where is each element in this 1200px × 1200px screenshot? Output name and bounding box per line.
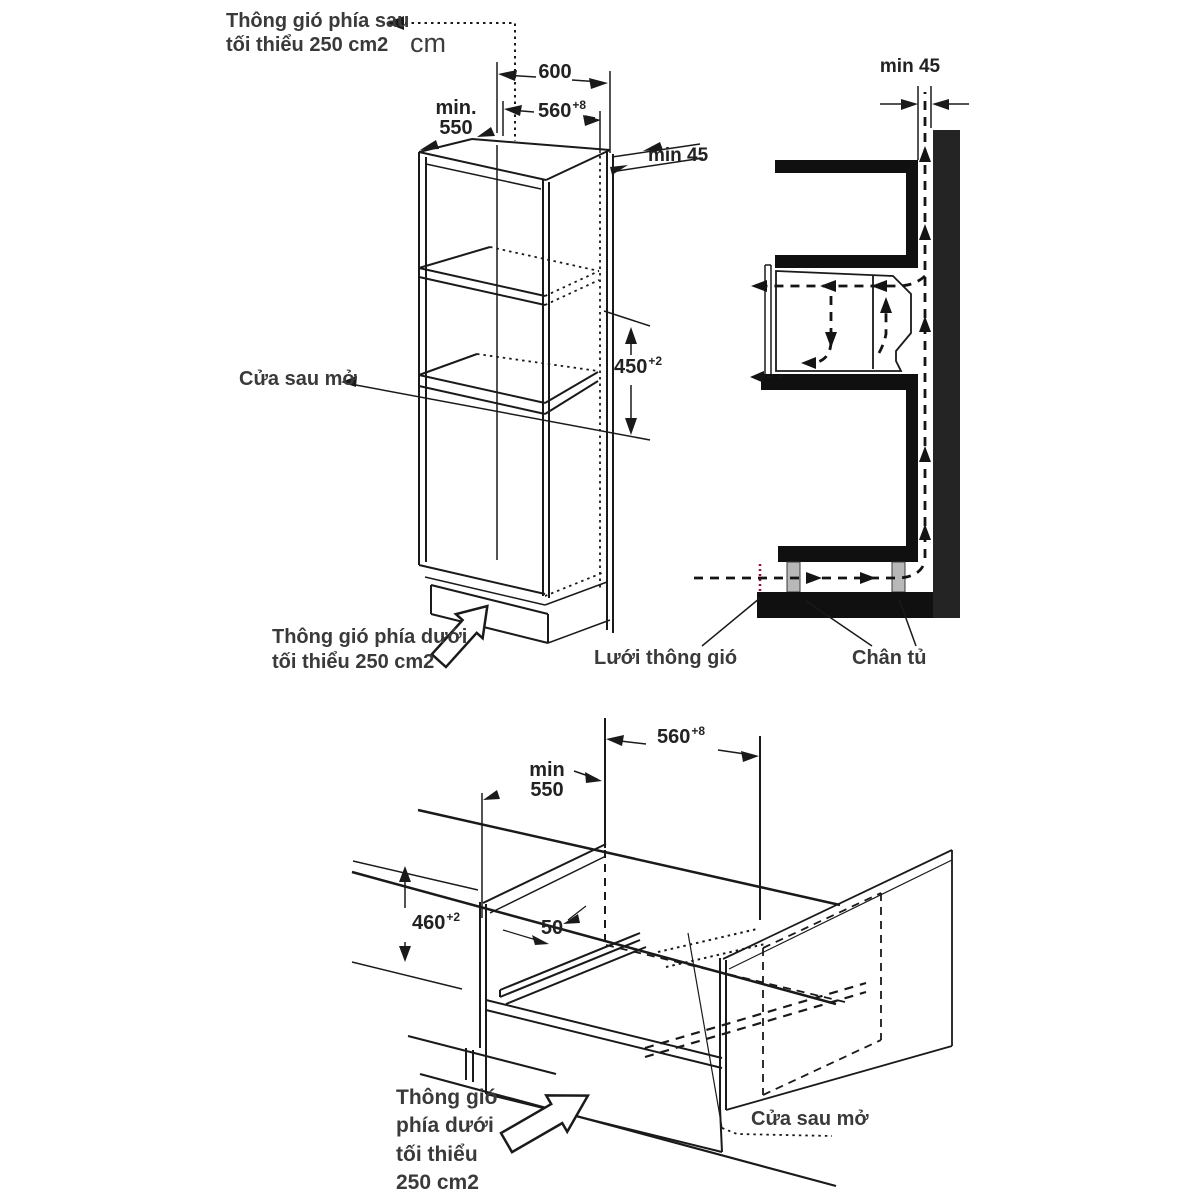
bottom-vent-label-top-line1: Thông gió phía dưới [272, 626, 468, 648]
dim-450-lines [341, 311, 650, 440]
door-open-label-bottom: Cửa sau mở [751, 1108, 869, 1130]
vent-arrow-icon [496, 1077, 598, 1160]
dim-600: 600 [538, 61, 572, 83]
door-open-label-top: Cửa sau mở [239, 368, 357, 390]
upper-cabinet-section [775, 160, 918, 268]
bottom-vent-label-top-line2: tối thiểu 250 cm2 [272, 651, 435, 673]
cabinet-floor-bar [778, 546, 918, 562]
cross-section-drawing [694, 86, 969, 646]
cabinet-body [419, 139, 613, 633]
oven-section [765, 265, 911, 379]
dim-min45-wall: min 45 [879, 56, 941, 77]
dim-min45-cabinet: min 45 [648, 145, 709, 166]
dim-min550-bottom: min 550 [529, 759, 565, 801]
grille-leader-line [702, 598, 760, 646]
dim-450: $450^{+2}$ [614, 354, 663, 378]
rear-vent-label-line1: Thông gió phía sau [226, 10, 410, 32]
door-swing-line [688, 933, 722, 1128]
dim-560-top: $560^{+8}$ [537, 98, 587, 122]
wall-slab [933, 130, 960, 618]
vent-grille-label: Lưới thông gió [594, 647, 738, 669]
dim-560-bottom: $560^{+8}$ [656, 724, 706, 748]
cabinet-feet-label: Chân tủ [852, 647, 927, 669]
tall-cabinet-drawing [341, 16, 703, 672]
dim-50: 50 [540, 917, 564, 939]
shelf-section-bar [761, 374, 918, 390]
dim-min550-top: min. 550 [435, 97, 477, 139]
dim-460: $460^{+2}$ [412, 910, 461, 934]
rear-vent-label-line2: tối thiểu 250 cm2 [226, 34, 389, 56]
countertop-front-edge [352, 872, 836, 1004]
upper-shelf [419, 247, 599, 305]
bottom-vent-label-bottom: Thông gió phía dưới tối thiểu 250 cm2 [396, 1086, 498, 1195]
middle-shelf [419, 354, 598, 414]
plinth-bar [757, 592, 933, 618]
side-panel-bar [906, 390, 918, 546]
unit-label: cm [410, 28, 446, 58]
